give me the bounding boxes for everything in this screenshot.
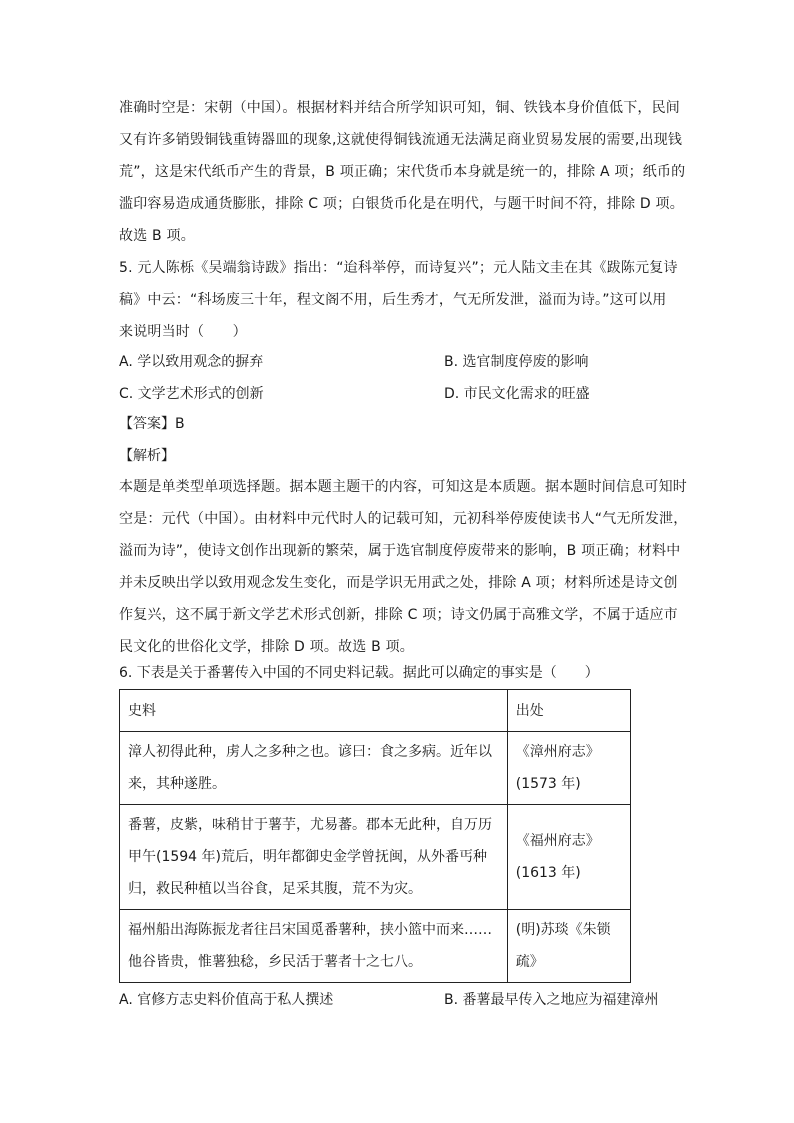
text-line: 来说明当时（ ） [119,324,247,340]
text-line: 溢而为诗”，使诗文创作出现新的繁荣，属于选官制度停废带来的影响，B 项正确；材料中 [119,543,681,559]
text-line: 稿》中云：“科场废三十年，程文阁不用，后生秀才，气无所发泄，溢而为诗。”这可以用 [119,292,667,308]
text-line: 荒”，这是宋代纸币产生的背景，B 项正确；宋代货币本身就是统一的，排除 A 项；纸币的 [119,164,686,180]
cell-line: 番薯，皮紫，味稍甘于薯芋，尤易蕃。郡本无此种，自万历 [128,817,492,833]
q5-option-b: B. 选官制度停废的影响 [444,354,589,370]
cell-line: 漳人初得此种，虏人之多种之也。谚曰：食之多病。近年以 [128,744,492,760]
text-line: 空是：元代（中国）。由材料中元代时人的记载可知，元初科举停废使读书人“气无所发泄， [119,511,688,527]
cell-line: 福州船出海陈振龙者往吕宋国觅番薯种，挟小篮中而来…… [128,922,492,938]
text-line: 作复兴，这不属于新文学艺术形式创新，排除 C 项；诗文仍属于高雅文学，不属于适应市 [119,607,678,623]
cell-line: (明)苏琰《朱锁 [515,922,611,938]
source-text-cell [120,910,508,983]
text-line: 故选 B 项。 [119,228,195,244]
table-row [120,732,631,805]
previous-analysis-paragraph [119,92,686,252]
cell-line: 疏》 [515,954,544,970]
q5-answer: 【答案】B [119,416,185,432]
source-text-cell [120,805,508,910]
cell-line: 他谷皆贵，惟薯独稔，乡民活于薯者十之七八。 [128,954,422,970]
table-header-row [120,690,631,732]
q5-option-d: D. 市民文化需求的旺盛 [444,386,590,402]
source-text-cell [120,732,508,805]
cell-line: (1613 年) [515,865,581,881]
q5-analysis-paragraph [119,471,688,663]
source-origin-cell [507,910,630,983]
cell-line: 来，其种遂胜。 [128,776,226,792]
cell-line: 甲午(1594 年)荒后，明年都御史金学曾抚闽，从外番丐种 [128,849,488,865]
text-line: 本题是单类型单项选择题。据本题主题干的内容，可知这是本质题。据本题时间信息可知时 [119,479,687,495]
q6-option-a: A. 官修方志史料价值高于私人撰述 [119,992,334,1008]
cell-line: 归，救民种植以当谷食，足采其腹，荒不为灾。 [128,881,422,897]
table-row [120,910,631,983]
text-line: 滥印容易造成通货膨胀，排除 C 项；白银货币化是在明代，与题干时间不符，排除 D 项。 [119,196,684,212]
cell-line: 《漳州府志》 [515,744,600,760]
question-5-stem [119,252,678,348]
q6-option-b: B. 番薯最早传入之地应为福建漳州 [444,992,659,1008]
source-origin-cell [507,732,630,805]
text-line: 又有许多销毁铜钱重铸器皿的现象,这就使得铜钱流通无法满足商业贸易发展的需要,出现钱 [119,132,683,148]
text-line: 5. 元人陈栎《吴端翁诗跋》指出：“迨科举停，而诗复兴”；元人陆文圭在其《跋陈元复诗 [119,260,678,276]
cell-line: 《福州府志》 [515,833,600,849]
table-row [120,805,631,910]
source-origin-cell [507,805,630,910]
header-cell-source-text: 史料 [120,690,508,732]
q5-analysis-heading: 【解析】 [119,448,175,464]
header-cell-origin: 出处 [507,690,630,732]
question-6-stem: 6. 下表是关于番薯传入中国的不同史料记载。据此可以确定的事实是（ ） [119,665,599,681]
text-line: 并未反映出学以致用观念发生变化，而是学识无用武之处，排除 A 项；材料所述是诗文创 [119,575,678,591]
q5-option-c: C. 文学艺术形式的创新 [119,386,264,402]
q5-option-a: A. 学以致用观念的摒弃 [119,354,264,370]
historical-sources-table [119,689,631,983]
cell-line: (1573 年) [515,776,581,792]
text-line: 准确时空是：宋朝（中国）。根据材料并结合所学知识可知，铜、铁钱本身价值低下，民间 [119,100,680,116]
text-line: 民文化的世俗化文学，排除 D 项。故选 B 项。 [119,639,414,655]
